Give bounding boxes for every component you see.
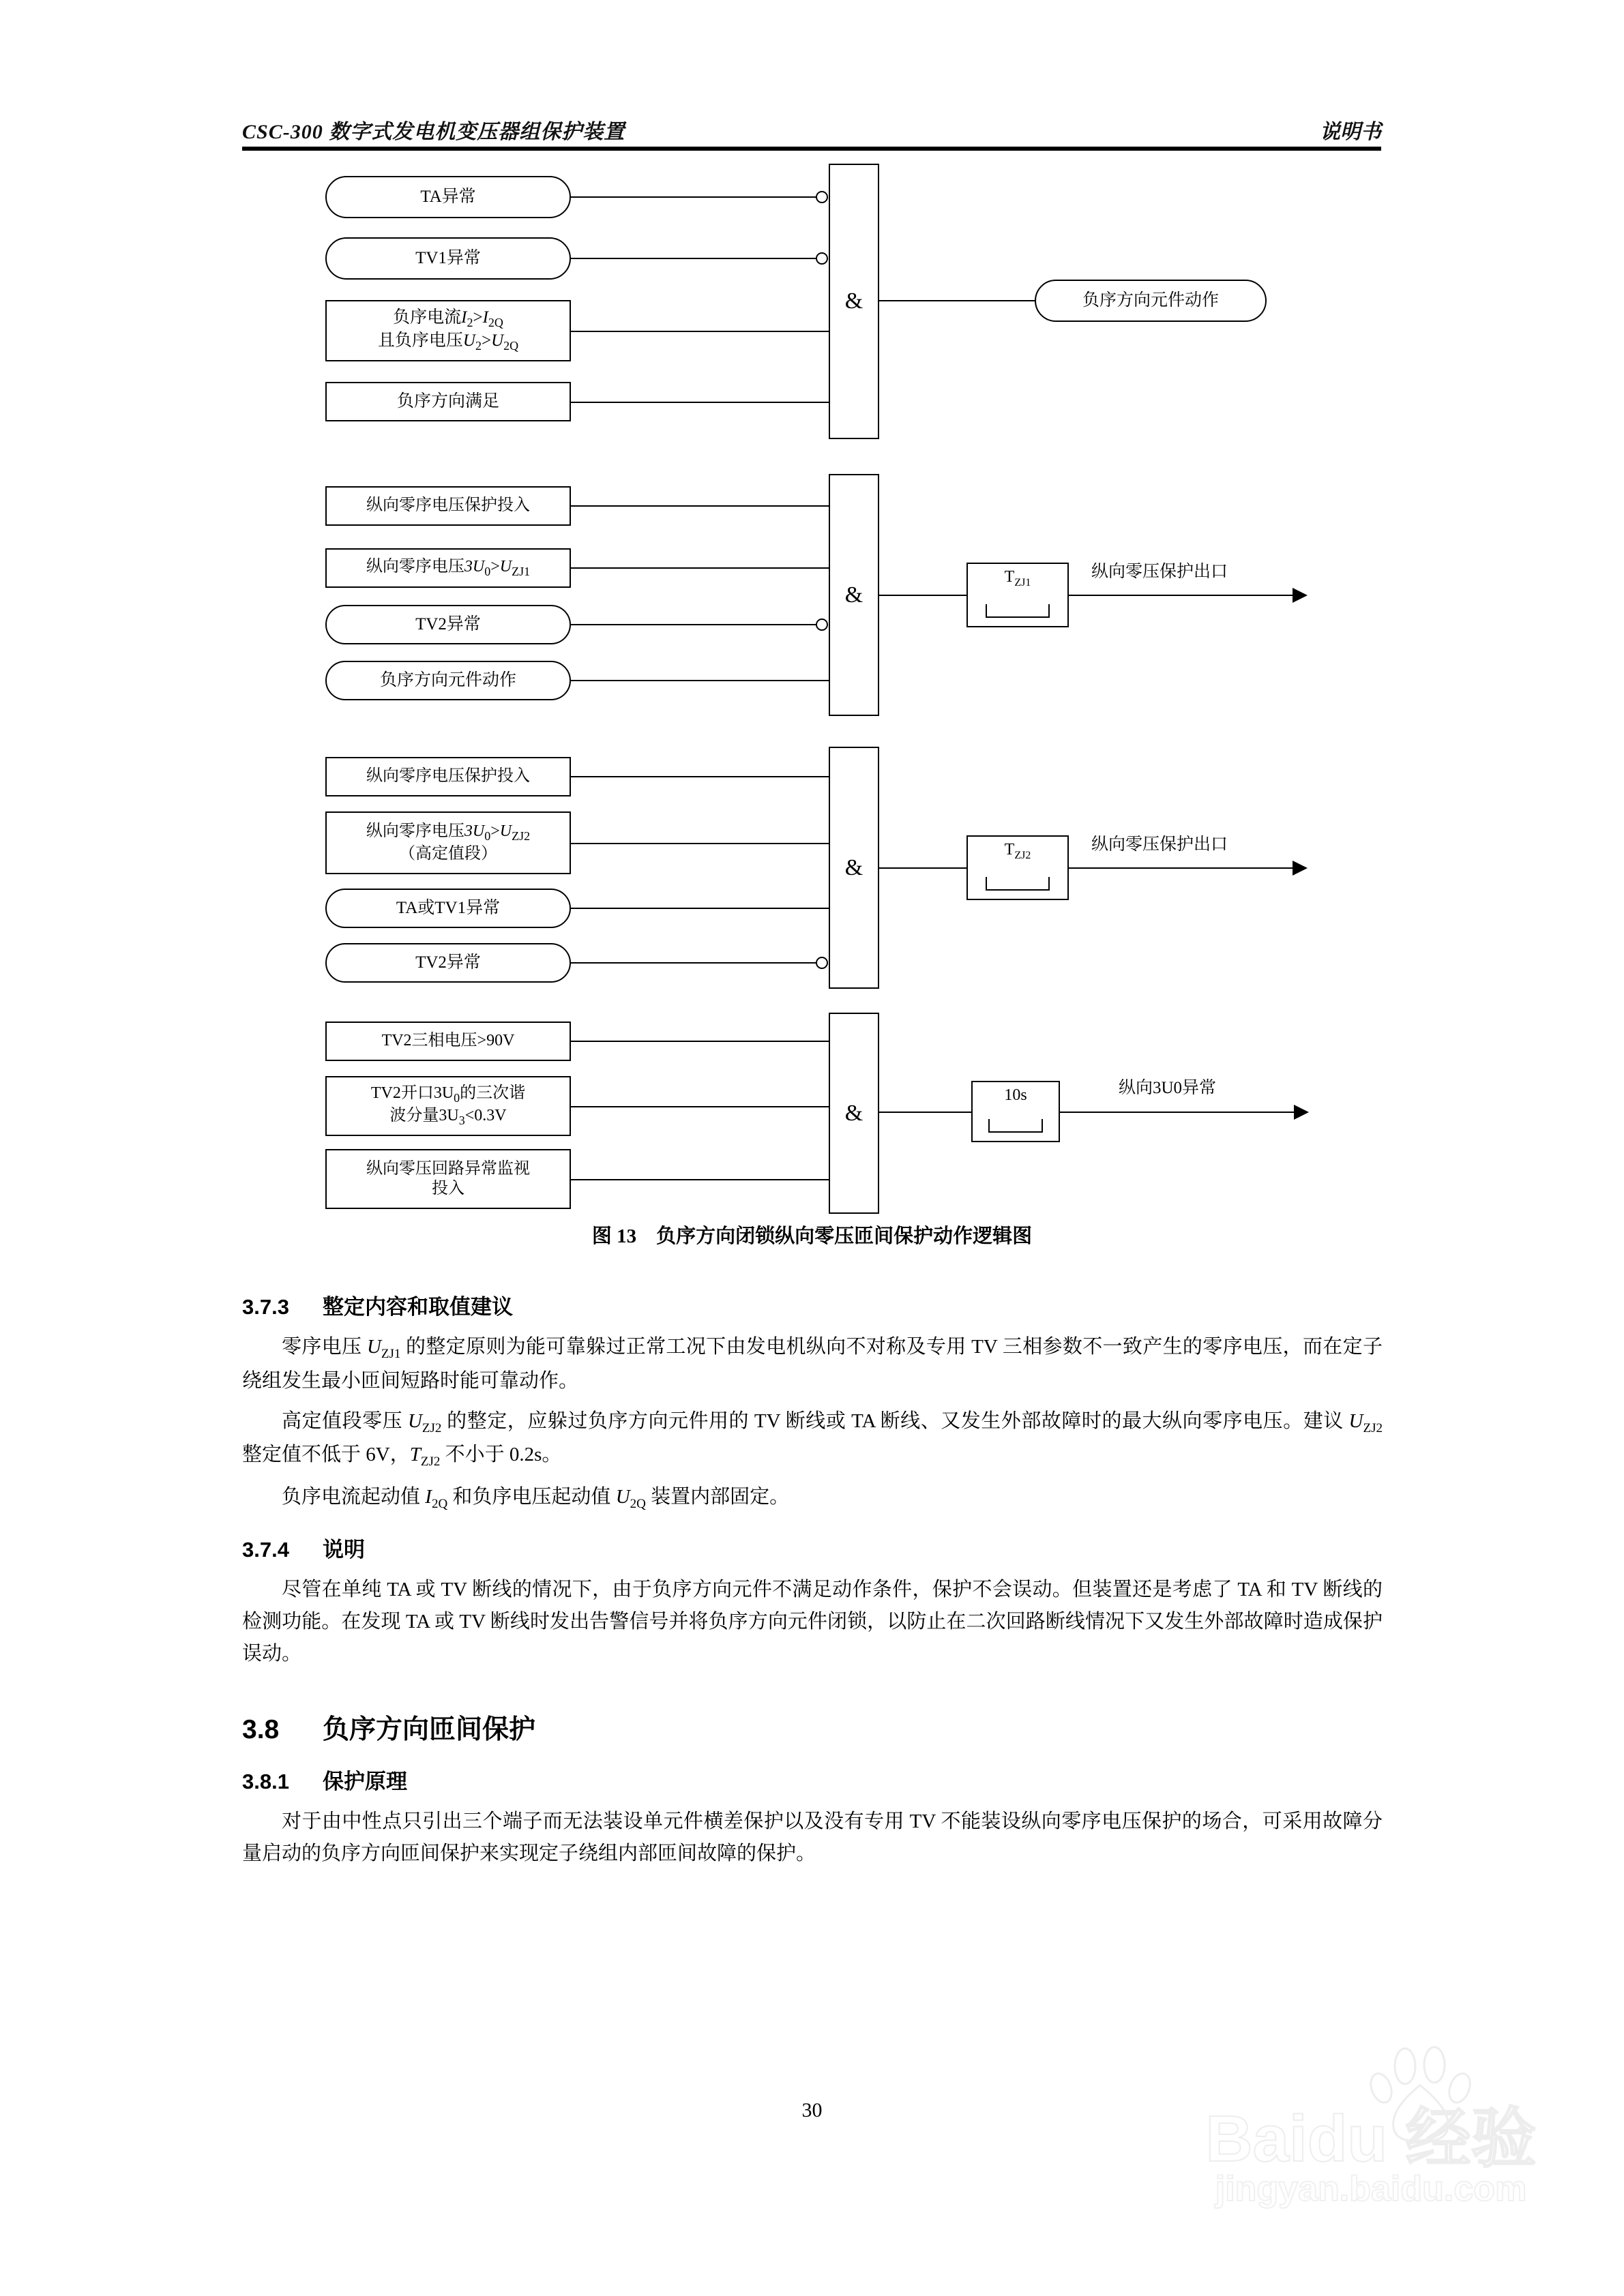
- watermark-brand: Baidu 经验: [1205, 2102, 1537, 2175]
- output-label-4: 纵向3U0异常: [1119, 1079, 1217, 1097]
- node-negseq-direction-element-action-in: [325, 661, 571, 700]
- section-number: 3.7.4: [242, 1538, 289, 1562]
- wire-out-2b: [1069, 595, 1294, 596]
- figure-13-logic-diagram: [0, 164, 1624, 1227]
- delay-symbol: [986, 877, 1049, 891]
- output-label-3: 纵向零压保护出口: [1091, 835, 1228, 854]
- wire-in-1-1: [571, 196, 825, 198]
- header-title-left: CSC-300 数字式发电机变压器组保护装置: [242, 121, 625, 143]
- document-body: [242, 1272, 1383, 1878]
- wire-in-1-3: [571, 331, 830, 332]
- output-arrow-2: [1293, 588, 1308, 603]
- paragraph-3-7-3-2: 高定值段零压 $U_{ZJ2}$ 的整定，应躲过负序方向元件用的 TV 断线或 TA 断线、又发生外部故障时的最大纵向零序电压。建议 $U_{ZJ2}$ 整定值不低于 6V，$T_{ZJ2}$ 不小于 0.2s。: [242, 1410, 1383, 1469]
- header-rule: [242, 147, 1381, 151]
- wire-out-2a: [879, 595, 966, 596]
- wire-in-2-2: [571, 567, 830, 569]
- node-label: TA或TV1异常: [396, 898, 501, 917]
- section-title: 负序方向匝间保护: [323, 1715, 536, 1745]
- node-label-line-2: 波分量$3U_3<0.3V$: [389, 1107, 507, 1127]
- watermark-url: jingyan.baidu.com: [1215, 2169, 1527, 2209]
- node-label: 纵向零序电压$3U_0>U_{ZJ1}$: [366, 557, 531, 578]
- wire-in-3-1: [571, 776, 830, 777]
- node-negseq-direction-element-action-out: [1035, 280, 1267, 322]
- node-ta-or-tv1-abnormal: [325, 889, 571, 928]
- node-negseq-current-voltage: [325, 300, 571, 361]
- node-loop-monitor-enable: [325, 1149, 571, 1209]
- section-heading-3-8: [242, 1708, 1383, 1746]
- wire-in-1-4: [571, 402, 830, 403]
- timer-label: 10s: [1004, 1086, 1027, 1104]
- invert-bubble-1-2: [816, 252, 828, 265]
- and-gate-symbol: &: [844, 854, 863, 880]
- and-gate-1: [829, 164, 879, 439]
- node-label: 纵向零序电压保护投入: [366, 496, 530, 515]
- output-arrow-3: [1293, 861, 1308, 876]
- node-longitudinal-zeroseq-enable-2: [325, 757, 571, 796]
- section-heading-3-7-3: [242, 1289, 1383, 1320]
- node-negseq-direction-satisfied: [325, 382, 571, 421]
- wire-out-4a: [879, 1112, 971, 1113]
- node-label: TV2异常: [415, 953, 481, 972]
- section-number: 3.7.3: [242, 1295, 289, 1319]
- node-label: 负序方向满足: [396, 391, 499, 411]
- timer-box-tzj2: [966, 835, 1069, 900]
- figure-caption: 图 13 负序方向闭锁纵向零压匝间保护动作逻辑图: [591, 1225, 1033, 1247]
- wire-in-3-3: [571, 908, 830, 909]
- node-ta-abnormal: [325, 176, 571, 218]
- invert-bubble-3-4: [816, 957, 828, 969]
- section-number: 3.8.1: [242, 1770, 289, 1794]
- node-label: TV2异常: [415, 614, 481, 633]
- section-number: 3.8: [242, 1715, 280, 1745]
- wire-in-4-3: [571, 1179, 830, 1180]
- wire-in-2-3: [571, 624, 816, 625]
- node-tv1-abnormal: [325, 237, 571, 280]
- wire-out-1: [879, 300, 1036, 301]
- node-label: TV2三相电压>90V: [381, 1032, 515, 1050]
- wire-in-3-2: [571, 843, 830, 844]
- node-label-line-1: 纵向零压回路异常监视: [366, 1159, 530, 1178]
- timer-label: $T_{ZJ2}$: [1004, 841, 1031, 861]
- node-tv2-abnormal-1: [325, 605, 571, 644]
- output-label-2: 纵向零压保护出口: [1091, 563, 1228, 581]
- node-label-line-1: 纵向零序电压$3U_0>U_{ZJ2}$: [366, 822, 531, 843]
- node-longitudinal-zeroseq-enable-1: [325, 486, 571, 526]
- wire-in-1-2: [571, 258, 825, 259]
- wire-in-4-2: [571, 1106, 830, 1107]
- paragraph-3-7-4-1: 尽管在单纯 TA 或 TV 断线的情况下，由于负序方向元件不满足动作条件，保护不会误动。但装置还是考虑了 TA 和 TV 断线的检测功能。在发现 TA 或 TV 断线时发出告警信号并将负序方向元件闭锁，以防止在二次回路断线情况下又发生外部故障时造成保护误动。: [242, 1579, 1383, 1665]
- invert-bubble-2-3: [816, 618, 828, 631]
- wire-out-3b: [1069, 867, 1294, 869]
- wire-in-2-4: [571, 680, 830, 681]
- invert-bubble-1-1: [816, 191, 828, 203]
- node-label-line-1: 负序电流$I_2>I_{2Q}$: [393, 308, 503, 330]
- wire-in-4-1: [571, 1041, 830, 1042]
- and-gate-4: [829, 1013, 879, 1214]
- and-gate-symbol: &: [844, 1100, 863, 1126]
- node-tv2-3rd-harmonic: [325, 1076, 571, 1136]
- wire-in-3-4: [571, 962, 816, 964]
- baidu-watermark: [1160, 2032, 1582, 2237]
- paragraph-3-7-3-1: 零序电压 $U_{ZJ1}$ 的整定原则为能可靠躲过正常工况下由发电机纵向不对称及专用 TV 三相参数不一致产生的零序电压，而在定子绕组发生最小匝间短路时能可靠动作。: [242, 1336, 1383, 1392]
- page-number: 30: [801, 2099, 823, 2121]
- header-title-right: 说明书: [1320, 121, 1381, 143]
- wire-out-4b: [1060, 1112, 1295, 1113]
- output-arrow-4: [1294, 1105, 1309, 1120]
- baidu-paw-icon: [1364, 2046, 1494, 2148]
- timer-box-tzj1: [966, 563, 1069, 627]
- and-gate-symbol: &: [844, 582, 863, 608]
- paragraph-3-7-3-3: 负序电流起动值 $I_{2Q}$ 和负序电压起动值 $U_{2Q}$ 装置内部固定。: [282, 1485, 790, 1511]
- node-label: 纵向零序电压保护投入: [366, 767, 530, 786]
- wire-out-3a: [879, 867, 966, 869]
- node-tv2-abnormal-2: [325, 943, 571, 983]
- section-title: 整定内容和取值建议: [323, 1295, 513, 1319]
- node-3u0-gt-uzj1: [325, 548, 571, 588]
- node-label-line-2: 且负序电压$U_2>U_{2Q}$: [377, 331, 519, 353]
- and-gate-2: [829, 474, 879, 716]
- section-heading-3-7-4: [242, 1532, 1383, 1563]
- and-gate-symbol: &: [844, 288, 863, 314]
- and-gate-3: [829, 747, 879, 989]
- node-label-line-2: 投入: [432, 1180, 464, 1197]
- timer-label: $T_{ZJ1}$: [1004, 568, 1031, 588]
- timer-box-10s: [971, 1081, 1060, 1142]
- node-label: 负序方向元件动作: [379, 670, 516, 689]
- section-heading-3-8-1: [242, 1764, 1383, 1795]
- section-title: 保护原理: [323, 1770, 407, 1794]
- node-label-line-1: TV2开口$3U_0$的三次谐: [370, 1084, 526, 1105]
- delay-symbol: [986, 604, 1049, 618]
- delay-symbol: [988, 1119, 1044, 1133]
- node-label-line-2: （高定值段）: [399, 844, 497, 863]
- node-label: 负序方向元件动作: [1082, 290, 1219, 310]
- node-label: TA异常: [420, 187, 476, 206]
- node-label: TV1异常: [415, 248, 481, 267]
- paragraph-3-8-1-1: 对于由中性点只引出三个端子而无法装设单元件横差保护以及没有专用 TV 不能装设纵向零序电压保护的场合，可采用故障分量启动的负序方向匝间保护来实现定子绕组内部匝间故障的保护。: [242, 1810, 1383, 1865]
- section-title: 说明: [323, 1538, 365, 1562]
- node-3u0-gt-uzj2: [325, 811, 571, 874]
- node-tv2-3phase-voltage: [325, 1022, 571, 1061]
- wire-in-2-1: [571, 505, 830, 507]
